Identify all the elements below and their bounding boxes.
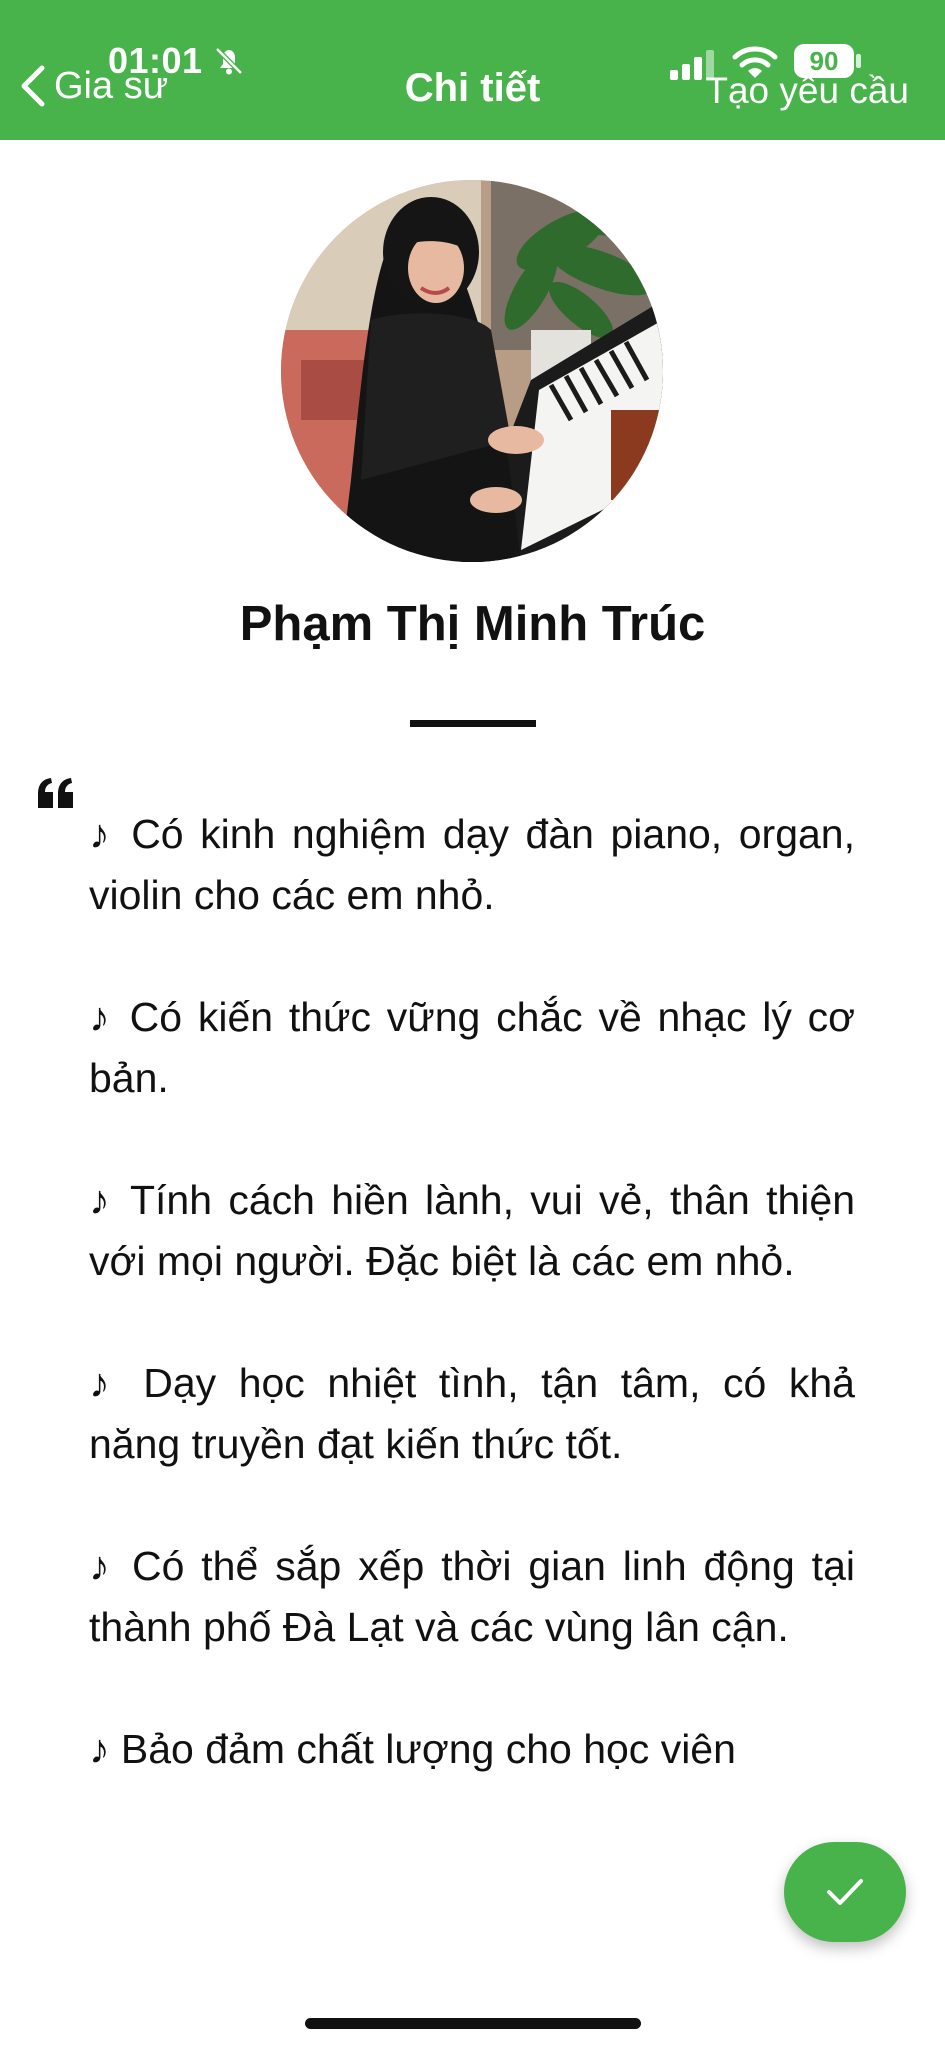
divider — [410, 720, 536, 727]
bio-item: ♪ Bảo đảm chất lượng cho học viên — [89, 1726, 736, 1772]
avatar-photo — [281, 180, 663, 562]
battery-tip — [856, 54, 861, 68]
bio-item: ♪ Dạy học nhiệt tình, tận tâm, có khả năng truyền đạt kiến thức tốt. — [89, 1360, 855, 1467]
confirm-button[interactable] — [784, 1842, 906, 1942]
bio-item: ♪ Có kinh nghiệm dạy đàn piano, organ, violin cho các em nhỏ. — [89, 811, 855, 918]
bio-item: ♪ Tính cách hiền lành, vui vẻ, thân thiện với mọi người. Đặc biệt là các em nhỏ. — [89, 1177, 855, 1284]
status-time: 01:01 — [108, 40, 203, 81]
bio-item: ♪ Có thể sắp xếp thời gian linh động tại thành phố Đà Lạt và các vùng lân cận. — [89, 1543, 855, 1650]
tutor-name: Phạm Thị Minh Trúc — [239, 597, 706, 651]
bio-item: ♪ Có kiến thức vững chắc về nhạc lý cơ bản. — [89, 994, 855, 1101]
home-indicator[interactable] — [305, 2018, 641, 2029]
bio-text — [89, 804, 855, 1841]
header — [0, 0, 945, 140]
page-title: Chi tiết — [404, 66, 541, 110]
battery-indicator: 90 — [794, 44, 854, 78]
avatar — [281, 180, 663, 562]
quote-icon — [36, 776, 76, 810]
back-label: Gia sư — [54, 64, 169, 107]
create-request-button[interactable]: Tạo yêu cầu — [705, 70, 909, 111]
check-icon — [825, 1877, 865, 1907]
